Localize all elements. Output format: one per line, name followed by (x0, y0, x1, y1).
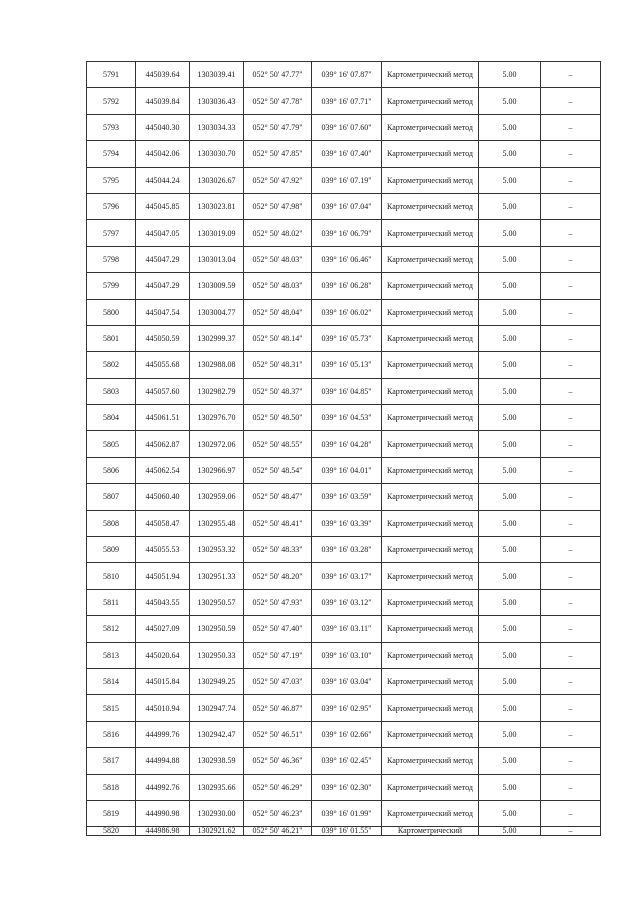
method-cell: Картометрический метод (382, 352, 479, 378)
method-cell: Картометрический метод (382, 220, 479, 246)
table-row (87, 193, 601, 219)
longitude-cell: 039° 16' 04.01" (312, 457, 382, 483)
x-coordinate-cell: 445042.06 (136, 141, 190, 167)
latitude-cell: 052° 50' 47.40" (244, 616, 312, 642)
method-cell: Картометрический метод (382, 325, 479, 351)
latitude-cell: 052° 50' 47.77" (244, 62, 312, 88)
method-cell: Картометрический метод (382, 457, 479, 483)
table-row (87, 352, 601, 378)
x-coordinate-cell: 445047.29 (136, 246, 190, 272)
note-cell: – (541, 114, 601, 140)
y-coordinate-cell: 1303030.70 (190, 141, 244, 167)
latitude-cell: 052° 50' 46.21" (244, 827, 312, 836)
y-coordinate-cell: 1303039.41 (190, 62, 244, 88)
accuracy-cell: 5.00 (479, 220, 541, 246)
method-cell: Картометрический метод (382, 378, 479, 404)
note-cell: – (541, 774, 601, 800)
y-coordinate-cell: 1302950.57 (190, 589, 244, 615)
table-row (87, 325, 601, 351)
point-number-cell: 5805 (87, 431, 136, 457)
table-row (87, 246, 601, 272)
method-cell: Картометрический метод (382, 616, 479, 642)
method-cell: Картометрический (382, 827, 479, 836)
accuracy-cell: 5.00 (479, 352, 541, 378)
note-cell: – (541, 695, 601, 721)
note-cell: – (541, 563, 601, 589)
longitude-cell: 039° 16' 07.71" (312, 88, 382, 114)
x-coordinate-cell: 444992.76 (136, 774, 190, 800)
table-row (87, 141, 601, 167)
y-coordinate-cell: 1302942.47 (190, 721, 244, 747)
table-row (87, 774, 601, 800)
longitude-cell: 039° 16' 03.04" (312, 668, 382, 694)
table-row (87, 563, 601, 589)
note-cell: – (541, 668, 601, 694)
note-cell: – (541, 193, 601, 219)
longitude-cell: 039° 16' 05.73" (312, 325, 382, 351)
note-cell: – (541, 748, 601, 774)
longitude-cell: 039° 16' 06.46" (312, 246, 382, 272)
accuracy-cell: 5.00 (479, 378, 541, 404)
method-cell: Картометрический метод (382, 510, 479, 536)
point-number-cell: 5819 (87, 800, 136, 826)
y-coordinate-cell: 1302959.06 (190, 484, 244, 510)
coordinates-table (86, 61, 601, 836)
note-cell: – (541, 510, 601, 536)
x-coordinate-cell: 445055.53 (136, 537, 190, 563)
y-coordinate-cell: 1302935.66 (190, 774, 244, 800)
table-row (87, 405, 601, 431)
table-row (87, 88, 601, 114)
accuracy-cell: 5.00 (479, 273, 541, 299)
latitude-cell: 052° 50' 48.20" (244, 563, 312, 589)
table-body (87, 62, 601, 836)
accuracy-cell: 5.00 (479, 668, 541, 694)
y-coordinate-cell: 1303023.81 (190, 193, 244, 219)
latitude-cell: 052° 50' 46.51" (244, 721, 312, 747)
method-cell: Картометрический метод (382, 246, 479, 272)
point-number-cell: 5806 (87, 457, 136, 483)
accuracy-cell: 5.00 (479, 431, 541, 457)
table-row (87, 457, 601, 483)
latitude-cell: 052° 50' 48.31" (244, 352, 312, 378)
point-number-cell: 5799 (87, 273, 136, 299)
longitude-cell: 039° 16' 07.60" (312, 114, 382, 140)
latitude-cell: 052° 50' 48.54" (244, 457, 312, 483)
latitude-cell: 052° 50' 47.92" (244, 167, 312, 193)
method-cell: Картометрический метод (382, 405, 479, 431)
y-coordinate-cell: 1302938.59 (190, 748, 244, 774)
y-coordinate-cell: 1303026.67 (190, 167, 244, 193)
accuracy-cell: 5.00 (479, 299, 541, 325)
note-cell: – (541, 457, 601, 483)
method-cell: Картометрический метод (382, 167, 479, 193)
y-coordinate-cell: 1302966.97 (190, 457, 244, 483)
table-row (87, 695, 601, 721)
method-cell: Картометрический метод (382, 589, 479, 615)
accuracy-cell: 5.00 (479, 827, 541, 836)
y-coordinate-cell: 1302947.74 (190, 695, 244, 721)
point-number-cell: 5814 (87, 668, 136, 694)
note-cell: – (541, 88, 601, 114)
x-coordinate-cell: 445027.09 (136, 616, 190, 642)
latitude-cell: 052° 50' 48.14" (244, 325, 312, 351)
table-row (87, 299, 601, 325)
note-cell: – (541, 405, 601, 431)
note-cell: – (541, 721, 601, 747)
longitude-cell: 039° 16' 01.55" (312, 827, 382, 836)
method-cell: Картометрический метод (382, 774, 479, 800)
longitude-cell: 039° 16' 03.17" (312, 563, 382, 589)
method-cell: Картометрический метод (382, 273, 479, 299)
point-number-cell: 5813 (87, 642, 136, 668)
point-number-cell: 5807 (87, 484, 136, 510)
longitude-cell: 039° 16' 07.87" (312, 62, 382, 88)
point-number-cell: 5810 (87, 563, 136, 589)
note-cell: – (541, 246, 601, 272)
longitude-cell: 039° 16' 03.10" (312, 642, 382, 668)
table-row (87, 510, 601, 536)
table-row (87, 273, 601, 299)
x-coordinate-cell: 445047.05 (136, 220, 190, 246)
table-row (87, 721, 601, 747)
accuracy-cell: 5.00 (479, 325, 541, 351)
note-cell: – (541, 167, 601, 193)
table-row (87, 827, 601, 836)
table-row (87, 114, 601, 140)
table-row (87, 484, 601, 510)
latitude-cell: 052° 50' 47.85" (244, 141, 312, 167)
x-coordinate-cell: 445044.24 (136, 167, 190, 193)
method-cell: Картометрический метод (382, 114, 479, 140)
note-cell: – (541, 273, 601, 299)
latitude-cell: 052° 50' 47.79" (244, 114, 312, 140)
longitude-cell: 039° 16' 01.99" (312, 800, 382, 826)
latitude-cell: 052° 50' 46.23" (244, 800, 312, 826)
latitude-cell: 052° 50' 48.03" (244, 246, 312, 272)
point-number-cell: 5808 (87, 510, 136, 536)
y-coordinate-cell: 1302950.59 (190, 616, 244, 642)
point-number-cell: 5797 (87, 220, 136, 246)
longitude-cell: 039° 16' 03.39" (312, 510, 382, 536)
accuracy-cell: 5.00 (479, 457, 541, 483)
y-coordinate-cell: 1302982.79 (190, 378, 244, 404)
point-number-cell: 5803 (87, 378, 136, 404)
longitude-cell: 039° 16' 03.12" (312, 589, 382, 615)
point-number-cell: 5815 (87, 695, 136, 721)
accuracy-cell: 5.00 (479, 695, 541, 721)
note-cell: – (541, 484, 601, 510)
point-number-cell: 5800 (87, 299, 136, 325)
latitude-cell: 052° 50' 46.87" (244, 695, 312, 721)
table-row (87, 616, 601, 642)
method-cell: Картометрический метод (382, 695, 479, 721)
method-cell: Картометрический метод (382, 668, 479, 694)
point-number-cell: 5816 (87, 721, 136, 747)
longitude-cell: 039° 16' 02.66" (312, 721, 382, 747)
latitude-cell: 052° 50' 47.93" (244, 589, 312, 615)
accuracy-cell: 5.00 (479, 748, 541, 774)
x-coordinate-cell: 445055.68 (136, 352, 190, 378)
note-cell: – (541, 352, 601, 378)
x-coordinate-cell: 445058.47 (136, 510, 190, 536)
x-coordinate-cell: 445045.85 (136, 193, 190, 219)
point-number-cell: 5794 (87, 141, 136, 167)
x-coordinate-cell: 445015.84 (136, 668, 190, 694)
y-coordinate-cell: 1302950.33 (190, 642, 244, 668)
accuracy-cell: 5.00 (479, 589, 541, 615)
x-coordinate-cell: 445010.94 (136, 695, 190, 721)
latitude-cell: 052° 50' 47.98" (244, 193, 312, 219)
accuracy-cell: 5.00 (479, 774, 541, 800)
accuracy-cell: 5.00 (479, 563, 541, 589)
point-number-cell: 5795 (87, 167, 136, 193)
method-cell: Картометрический метод (382, 299, 479, 325)
accuracy-cell: 5.00 (479, 800, 541, 826)
note-cell: – (541, 589, 601, 615)
point-number-cell: 5817 (87, 748, 136, 774)
method-cell: Картометрический метод (382, 721, 479, 747)
y-coordinate-cell: 1303019.09 (190, 220, 244, 246)
y-coordinate-cell: 1302976.70 (190, 405, 244, 431)
latitude-cell: 052° 50' 46.36" (244, 748, 312, 774)
latitude-cell: 052° 50' 47.03" (244, 668, 312, 694)
y-coordinate-cell: 1303004.77 (190, 299, 244, 325)
x-coordinate-cell: 445061.51 (136, 405, 190, 431)
point-number-cell: 5818 (87, 774, 136, 800)
longitude-cell: 039° 16' 07.04" (312, 193, 382, 219)
method-cell: Картометрический метод (382, 431, 479, 457)
x-coordinate-cell: 444990.98 (136, 800, 190, 826)
y-coordinate-cell: 1302988.08 (190, 352, 244, 378)
point-number-cell: 5791 (87, 62, 136, 88)
table-row (87, 378, 601, 404)
note-cell: – (541, 827, 601, 836)
longitude-cell: 039° 16' 03.59" (312, 484, 382, 510)
longitude-cell: 039° 16' 03.28" (312, 537, 382, 563)
note-cell: – (541, 800, 601, 826)
y-coordinate-cell: 1302921.62 (190, 827, 244, 836)
method-cell: Картометрический метод (382, 537, 479, 563)
method-cell: Картометрический метод (382, 484, 479, 510)
latitude-cell: 052° 50' 48.55" (244, 431, 312, 457)
latitude-cell: 052° 50' 48.03" (244, 273, 312, 299)
y-coordinate-cell: 1303034.33 (190, 114, 244, 140)
note-cell: – (541, 378, 601, 404)
y-coordinate-cell: 1302930.00 (190, 800, 244, 826)
table-row (87, 431, 601, 457)
x-coordinate-cell: 445039.84 (136, 88, 190, 114)
note-cell: – (541, 642, 601, 668)
accuracy-cell: 5.00 (479, 141, 541, 167)
x-coordinate-cell: 445051.94 (136, 563, 190, 589)
latitude-cell: 052° 50' 48.33" (244, 537, 312, 563)
x-coordinate-cell: 445062.54 (136, 457, 190, 483)
note-cell: – (541, 616, 601, 642)
note-cell: – (541, 299, 601, 325)
x-coordinate-cell: 444986.98 (136, 827, 190, 836)
x-coordinate-cell: 445047.54 (136, 299, 190, 325)
accuracy-cell: 5.00 (479, 537, 541, 563)
x-coordinate-cell: 445057.60 (136, 378, 190, 404)
note-cell: – (541, 141, 601, 167)
method-cell: Картометрический метод (382, 800, 479, 826)
longitude-cell: 039° 16' 07.19" (312, 167, 382, 193)
method-cell: Картометрический метод (382, 563, 479, 589)
method-cell: Картометрический метод (382, 748, 479, 774)
y-coordinate-cell: 1303013.04 (190, 246, 244, 272)
table-row (87, 167, 601, 193)
y-coordinate-cell: 1302972.06 (190, 431, 244, 457)
x-coordinate-cell: 445060.40 (136, 484, 190, 510)
latitude-cell: 052° 50' 48.47" (244, 484, 312, 510)
x-coordinate-cell: 445043.55 (136, 589, 190, 615)
x-coordinate-cell: 444999.76 (136, 721, 190, 747)
longitude-cell: 039° 16' 06.28" (312, 273, 382, 299)
point-number-cell: 5811 (87, 589, 136, 615)
method-cell: Картометрический метод (382, 642, 479, 668)
note-cell: – (541, 220, 601, 246)
longitude-cell: 039° 16' 02.30" (312, 774, 382, 800)
accuracy-cell: 5.00 (479, 510, 541, 536)
longitude-cell: 039° 16' 06.79" (312, 220, 382, 246)
accuracy-cell: 5.00 (479, 484, 541, 510)
y-coordinate-cell: 1302953.32 (190, 537, 244, 563)
longitude-cell: 039° 16' 04.53" (312, 405, 382, 431)
point-number-cell: 5820 (87, 827, 136, 836)
table-row (87, 62, 601, 88)
table-row (87, 220, 601, 246)
accuracy-cell: 5.00 (479, 167, 541, 193)
longitude-cell: 039° 16' 03.11" (312, 616, 382, 642)
point-number-cell: 5792 (87, 88, 136, 114)
point-number-cell: 5802 (87, 352, 136, 378)
accuracy-cell: 5.00 (479, 616, 541, 642)
accuracy-cell: 5.00 (479, 642, 541, 668)
point-number-cell: 5798 (87, 246, 136, 272)
latitude-cell: 052° 50' 46.29" (244, 774, 312, 800)
table-row (87, 748, 601, 774)
table-row (87, 589, 601, 615)
y-coordinate-cell: 1302955.48 (190, 510, 244, 536)
latitude-cell: 052° 50' 48.41" (244, 510, 312, 536)
x-coordinate-cell: 444994.88 (136, 748, 190, 774)
accuracy-cell: 5.00 (479, 193, 541, 219)
longitude-cell: 039° 16' 04.28" (312, 431, 382, 457)
table-row (87, 668, 601, 694)
x-coordinate-cell: 445047.29 (136, 273, 190, 299)
note-cell: – (541, 325, 601, 351)
point-number-cell: 5812 (87, 616, 136, 642)
latitude-cell: 052° 50' 47.19" (244, 642, 312, 668)
x-coordinate-cell: 445020.64 (136, 642, 190, 668)
table-row (87, 537, 601, 563)
point-number-cell: 5809 (87, 537, 136, 563)
y-coordinate-cell: 1303009.59 (190, 273, 244, 299)
method-cell: Картометрический метод (382, 88, 479, 114)
latitude-cell: 052° 50' 48.50" (244, 405, 312, 431)
x-coordinate-cell: 445040.30 (136, 114, 190, 140)
point-number-cell: 5793 (87, 114, 136, 140)
longitude-cell: 039° 16' 04.85" (312, 378, 382, 404)
accuracy-cell: 5.00 (479, 114, 541, 140)
latitude-cell: 052° 50' 48.37" (244, 378, 312, 404)
method-cell: Картометрический метод (382, 62, 479, 88)
longitude-cell: 039° 16' 05.13" (312, 352, 382, 378)
accuracy-cell: 5.00 (479, 88, 541, 114)
point-number-cell: 5804 (87, 405, 136, 431)
latitude-cell: 052° 50' 47.78" (244, 88, 312, 114)
note-cell: – (541, 431, 601, 457)
point-number-cell: 5796 (87, 193, 136, 219)
accuracy-cell: 5.00 (479, 721, 541, 747)
x-coordinate-cell: 445039.64 (136, 62, 190, 88)
accuracy-cell: 5.00 (479, 62, 541, 88)
longitude-cell: 039° 16' 07.40" (312, 141, 382, 167)
y-coordinate-cell: 1302999.37 (190, 325, 244, 351)
x-coordinate-cell: 445050.59 (136, 325, 190, 351)
method-cell: Картометрический метод (382, 141, 479, 167)
y-coordinate-cell: 1302949.25 (190, 668, 244, 694)
note-cell: – (541, 62, 601, 88)
latitude-cell: 052° 50' 48.02" (244, 220, 312, 246)
x-coordinate-cell: 445062.87 (136, 431, 190, 457)
point-number-cell: 5801 (87, 325, 136, 351)
accuracy-cell: 5.00 (479, 246, 541, 272)
accuracy-cell: 5.00 (479, 405, 541, 431)
note-cell: – (541, 537, 601, 563)
method-cell: Картометрический метод (382, 193, 479, 219)
y-coordinate-cell: 1302951.33 (190, 563, 244, 589)
table-row (87, 800, 601, 826)
longitude-cell: 039° 16' 02.95" (312, 695, 382, 721)
latitude-cell: 052° 50' 48.04" (244, 299, 312, 325)
longitude-cell: 039° 16' 02.45" (312, 748, 382, 774)
table-row (87, 642, 601, 668)
y-coordinate-cell: 1303036.43 (190, 88, 244, 114)
longitude-cell: 039° 16' 06.02" (312, 299, 382, 325)
